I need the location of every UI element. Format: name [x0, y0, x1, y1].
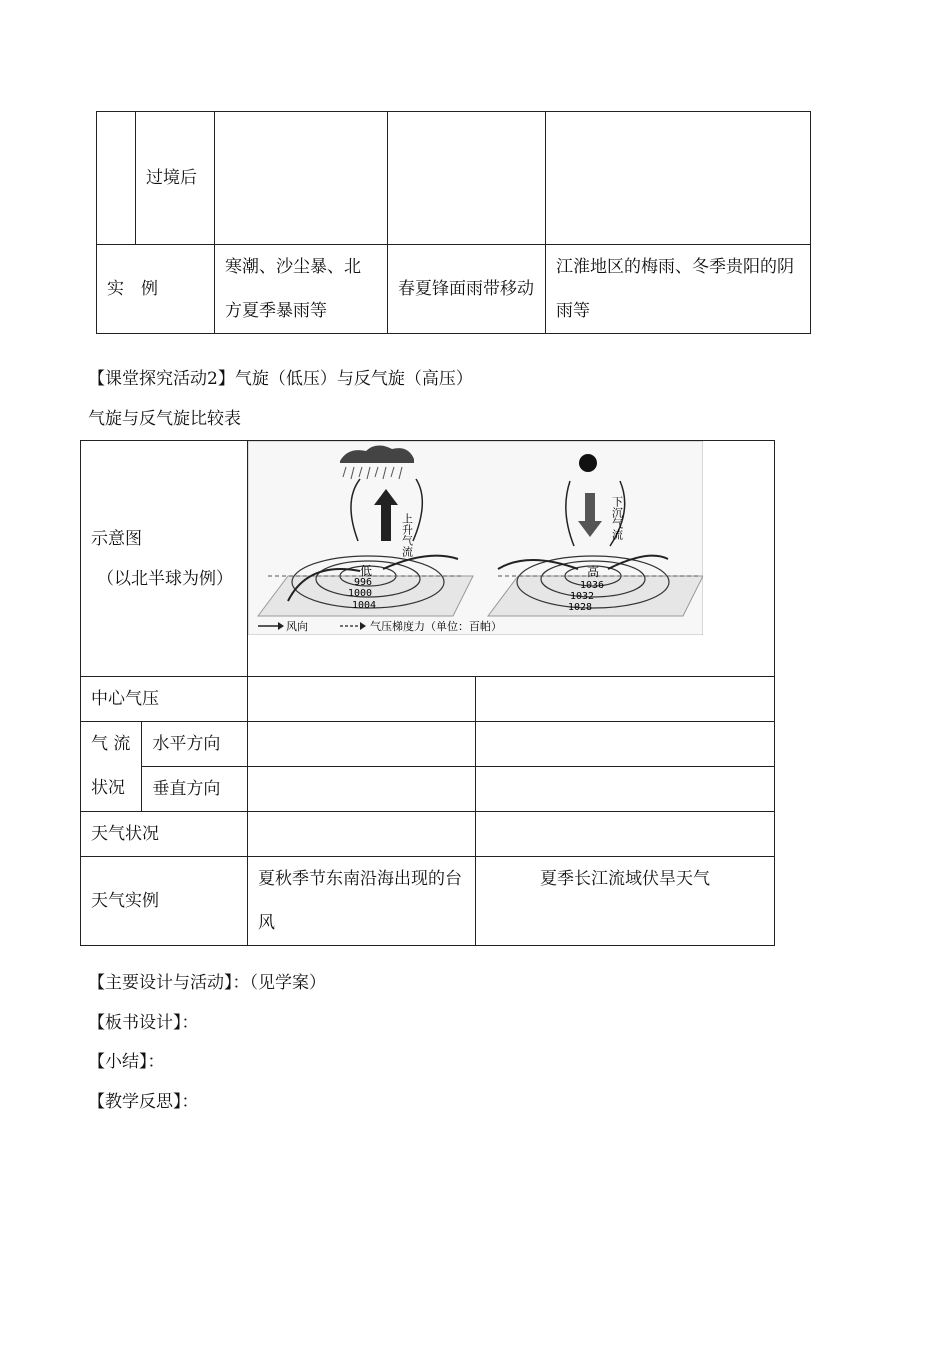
anticyclone-center-label: 高 — [587, 565, 600, 579]
row-label: 天气状况 — [91, 824, 159, 844]
example-cell-stationary-front — [546, 245, 811, 334]
blank-cell — [476, 677, 775, 722]
example-text: 夏季长江流域伏旱天气 — [540, 869, 710, 889]
legend-wind-label: 风向 — [286, 620, 308, 633]
blank-cell — [215, 112, 388, 245]
example-text: 寒潮、沙尘暴、北方夏季暴雨等 — [225, 257, 361, 321]
cyclone-anticyclone-diagram — [248, 441, 703, 635]
summary-heading: 【小结】： — [88, 1052, 165, 1072]
weather-example-label-cell — [81, 857, 248, 946]
board-heading: 【板书设计】： — [88, 1013, 199, 1033]
isobar-label: 996 — [354, 577, 373, 588]
reflection-heading: 【教学反思】： — [88, 1092, 199, 1112]
blank-cell — [97, 112, 136, 245]
table-title: 气旋与反气旋比较表 — [88, 409, 241, 429]
example-label-cell — [97, 245, 215, 334]
blank-cell — [476, 812, 775, 857]
blank-cell — [476, 722, 775, 767]
center-pressure-label-cell — [81, 677, 248, 722]
blank-cell — [476, 767, 775, 812]
row-label: 状况 — [91, 778, 125, 798]
isobar-label: 1004 — [352, 600, 377, 611]
isobar-label: 1000 — [348, 588, 373, 599]
isobar-label: 1036 — [580, 580, 605, 591]
diagram-cell — [248, 441, 775, 677]
horizontal-label-cell — [142, 722, 248, 767]
blank-cell — [248, 722, 476, 767]
row-label: 水平方向 — [152, 734, 221, 754]
blank-cell — [248, 812, 476, 857]
diagram-label-cell — [81, 441, 248, 677]
row-label: 天气实例 — [91, 891, 159, 911]
row-label: 中心气压 — [91, 689, 159, 709]
vertical-label-cell — [142, 767, 248, 812]
legend-gradient-label: 气压梯度力（单位：百帕） — [370, 620, 502, 633]
blank-cell — [248, 677, 476, 722]
cyclone-example-cell — [248, 857, 476, 946]
diagram-note: （以北半球为例） — [97, 568, 233, 589]
example-text: 夏秋季节东南沿海出现的台风 — [258, 869, 462, 933]
example-text: 江淮地区的梅雨、冬季贵阳的阴雨等 — [556, 257, 794, 321]
blank-cell — [388, 112, 546, 245]
anticyclone-example-cell — [476, 857, 775, 946]
after-label: 过境后 — [146, 168, 197, 188]
rising-label: 上升气流 — [400, 513, 414, 557]
design-heading: 【主要设计与活动】：（见学案） — [88, 973, 326, 993]
isobar-label: 1028 — [568, 602, 593, 613]
weather-label-cell — [81, 812, 248, 857]
example-cell-warm-front — [388, 245, 546, 334]
front-comparison-table-continuation — [96, 111, 811, 334]
sinking-label: 下沉气流 — [610, 496, 624, 540]
blank-cell — [248, 767, 476, 812]
example-cell-cold-front — [215, 245, 388, 334]
diagram-label: 示意图 — [91, 528, 142, 549]
cyclone-center-label: 低 — [360, 564, 373, 578]
example-label: 实 例 — [107, 279, 158, 299]
row-label: 气 流 — [91, 734, 131, 754]
airflow-label-cell — [81, 722, 142, 812]
diagram-legend — [258, 619, 502, 633]
activity-heading: 【课堂探究活动2】气旋（低压）与反气旋（高压） — [88, 369, 473, 389]
after-label-cell — [136, 112, 215, 245]
blank-cell — [546, 112, 811, 245]
example-text: 春夏锋面雨带移动 — [398, 279, 534, 299]
cyclone-anticyclone-table — [80, 440, 775, 946]
isobar-label: 1032 — [570, 591, 595, 602]
row-label: 垂直方向 — [152, 779, 221, 799]
sun-icon — [579, 454, 597, 472]
